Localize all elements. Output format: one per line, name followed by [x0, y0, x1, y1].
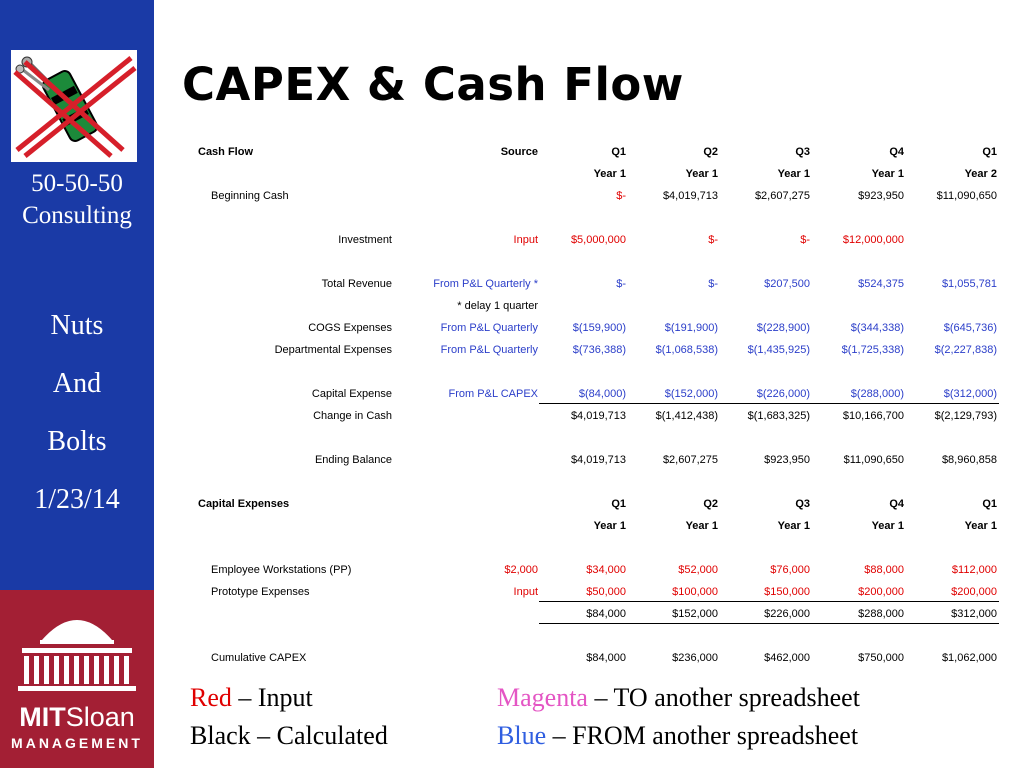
dome-building-icon [0, 590, 154, 700]
table-cell: $11,090,650 [936, 190, 997, 202]
legend-blue-text: – FROM another spreadsheet [546, 721, 859, 750]
table-cell: $(1,683,325) [747, 410, 810, 422]
table-cell: $207,500 [764, 278, 810, 290]
company-name [0, 168, 154, 232]
table-cell: $750,000 [858, 652, 904, 664]
sidebar-item-bolts: Bolts [47, 426, 107, 457]
table-cell: $312,000 [951, 608, 997, 620]
table-cell: $(2,129,793) [934, 410, 997, 422]
table-row [190, 647, 1000, 669]
table-cell: $- [708, 278, 718, 290]
table-cell: $200,000 [858, 586, 904, 598]
table-cell: $200,000 [951, 586, 997, 598]
legend-input [190, 683, 313, 713]
table-cell: $(159,900) [572, 322, 626, 334]
table-cell: $4,019,713 [662, 190, 718, 202]
table-cell: Capital Expense [311, 388, 392, 400]
table-row-empty [190, 251, 1000, 273]
table-cell: Investment [338, 234, 392, 246]
table-cell: Cumulative CAPEX [211, 652, 307, 664]
company-line2: Consulting [22, 202, 132, 229]
table-cell: Departmental Expenses [274, 344, 392, 356]
sidebar-item-and: And [52, 368, 102, 399]
table-row [190, 317, 1000, 339]
legend-magenta-text: – TO another spreadsheet [587, 683, 860, 712]
table-cell: COGS Expenses [308, 322, 392, 334]
table-cell: Ending Balance [314, 454, 392, 466]
legend-to [497, 683, 860, 713]
table-cell: Change in Cash [313, 410, 392, 422]
table-cell: Q4 [889, 498, 904, 510]
table-cell: Year 1 [871, 520, 904, 532]
table-cell: $2,607,275 [754, 190, 810, 202]
table-cell: Q2 [703, 498, 718, 510]
table-cell: $1,055,781 [941, 278, 997, 290]
table-cell: Q3 [795, 146, 810, 158]
table-row-empty [190, 207, 1000, 229]
sidebar-item-date: 1/23/14 [34, 484, 120, 515]
table-cell: $- [708, 234, 718, 246]
table-cell: $150,000 [764, 586, 810, 598]
sidebar-item-nuts: Nuts [50, 310, 104, 341]
table-cell: $50,000 [586, 586, 626, 598]
table-cell: $226,000 [764, 608, 810, 620]
table-cell: $34,000 [586, 564, 626, 576]
sidebar-nav [0, 306, 154, 538]
capital-expenses-header: Capital Expenses [198, 498, 290, 510]
mit-sloan-logo [0, 590, 154, 768]
legend-magenta-word: Magenta [497, 683, 588, 712]
table-cell: From P&L Quarterly [440, 344, 538, 356]
table-cell: $(226,000) [756, 388, 810, 400]
table-row [190, 229, 1000, 251]
table-row-empty [190, 427, 1000, 449]
table-cell: Q3 [795, 498, 810, 510]
page-title: CAPEX & Cash Flow [182, 58, 684, 111]
table-cell: Total Revenue [321, 278, 392, 290]
table-cell: $2,607,275 [662, 454, 718, 466]
table-cell: $152,000 [672, 608, 718, 620]
table-cell: $- [616, 278, 626, 290]
sloan-word: Sloan [65, 702, 135, 732]
table-cell: Prototype Expenses [211, 586, 310, 598]
sum-rule [539, 601, 999, 602]
table-row [190, 295, 1000, 317]
table-cell: Q1 [611, 498, 626, 510]
table-cell: $112,000 [951, 564, 997, 576]
table-cell: $12,000,000 [842, 234, 904, 246]
table-cell: Year 1 [777, 520, 810, 532]
table-cell: Q2 [703, 146, 718, 158]
table-cell: Q1 [982, 498, 997, 510]
table-cell: $(736,388) [572, 344, 626, 356]
table-cell: $(84,000) [578, 388, 626, 400]
mit-sloan-wordmark [0, 702, 154, 751]
table-cell: From P&L Quarterly [440, 322, 538, 334]
table-row [190, 163, 1000, 185]
table-cell: $84,000 [586, 652, 626, 664]
table-cell: $(191,900) [664, 322, 718, 334]
table-cell: Q1 [611, 146, 626, 158]
table-cell: $(1,068,538) [655, 344, 718, 356]
table-cell: $(312,000) [943, 388, 997, 400]
table-cell: Year 1 [593, 168, 626, 180]
table-cell: From P&L CAPEX [448, 388, 538, 400]
table-cell: Employee Workstations (PP) [211, 564, 352, 576]
table-cell: $- [616, 190, 626, 202]
table-cell: $8,960,858 [941, 454, 997, 466]
table-cell: $(2,227,838) [934, 344, 997, 356]
table-row [190, 603, 1000, 625]
table-row [190, 185, 1000, 207]
legend-red-word: Red [190, 683, 232, 712]
legend-calculated: Black – Calculated [190, 721, 388, 750]
table-cell: $(645,736) [943, 322, 997, 334]
table-cell: Year 1 [593, 520, 626, 532]
table-cell: Q1 [982, 146, 997, 158]
legend-blue-word: Blue [497, 721, 547, 750]
table-cell: $236,000 [672, 652, 718, 664]
table-cell: $(344,338) [850, 322, 904, 334]
table-cell: $4,019,713 [570, 454, 626, 466]
table-cell: $288,000 [858, 608, 904, 620]
mit-word: MIT [19, 702, 66, 732]
table-cell: $10,166,700 [842, 410, 904, 422]
legend-red-text: – Input [231, 683, 313, 712]
table-cell: Year 1 [685, 168, 718, 180]
management-word: MANAGEMENT [11, 735, 143, 751]
table-row [190, 559, 1000, 581]
table-row-empty [190, 625, 1000, 647]
table-cell: $- [800, 234, 810, 246]
table-cell: $52,000 [678, 564, 718, 576]
table-cell: $(1,412,438) [655, 410, 718, 422]
table-cell: $2,000 [504, 564, 538, 576]
table-row-empty [190, 471, 1000, 493]
table-cell: From P&L Quarterly * [433, 278, 538, 290]
table-cell: $88,000 [864, 564, 904, 576]
table-cell: $(1,435,925) [747, 344, 810, 356]
table-cell: $11,090,650 [843, 454, 904, 466]
table-cell: $100,000 [672, 586, 718, 598]
table-cell: Year 2 [964, 168, 997, 180]
source-header: Source [500, 146, 538, 158]
table-cell: Year 1 [871, 168, 904, 180]
table-row [190, 515, 1000, 537]
table-row [190, 141, 1000, 163]
table-row [190, 581, 1000, 603]
table-cell: $462,000 [764, 652, 810, 664]
table-cell: Year 1 [964, 520, 997, 532]
cash-flow-header: Cash Flow [198, 146, 254, 158]
table-cell: $524,375 [858, 278, 904, 290]
table-cell: $(288,000) [850, 388, 904, 400]
table-cell: Beginning Cash [211, 190, 289, 202]
table-cell: $(228,900) [756, 322, 810, 334]
table-row-empty [190, 361, 1000, 383]
table-cell: $1,062,000 [941, 652, 997, 664]
table-cell: Year 1 [777, 168, 810, 180]
table-cell: $4,019,713 [570, 410, 626, 422]
table-cell: $923,950 [764, 454, 810, 466]
table-cell: Input [513, 586, 538, 598]
table-row [190, 493, 1000, 515]
table-cell: $(1,725,338) [841, 344, 904, 356]
golf-bag-icon [11, 50, 137, 162]
golf-bag-logo [11, 50, 137, 162]
table-cell: $923,950 [858, 190, 904, 202]
total-rule [539, 623, 999, 624]
sum-rule [539, 403, 999, 404]
table-cell: $84,000 [586, 608, 626, 620]
table-row [190, 339, 1000, 361]
table-cell: Q4 [889, 146, 904, 158]
sidebar [0, 0, 154, 590]
spreadsheet-table [190, 141, 1000, 669]
delay-note: * delay 1 quarter [457, 300, 538, 312]
table-cell: $5,000,000 [570, 234, 626, 246]
company-line1: 50-50-50 [31, 170, 123, 197]
table-cell: Input [513, 234, 538, 246]
table-row-empty [190, 537, 1000, 559]
legend-from [497, 721, 858, 751]
table-row [190, 383, 1000, 405]
table-row [190, 405, 1000, 427]
table-row [190, 449, 1000, 471]
table-row [190, 273, 1000, 295]
table-cell: $76,000 [770, 564, 810, 576]
table-cell: $(152,000) [664, 388, 718, 400]
table-cell: Year 1 [685, 520, 718, 532]
